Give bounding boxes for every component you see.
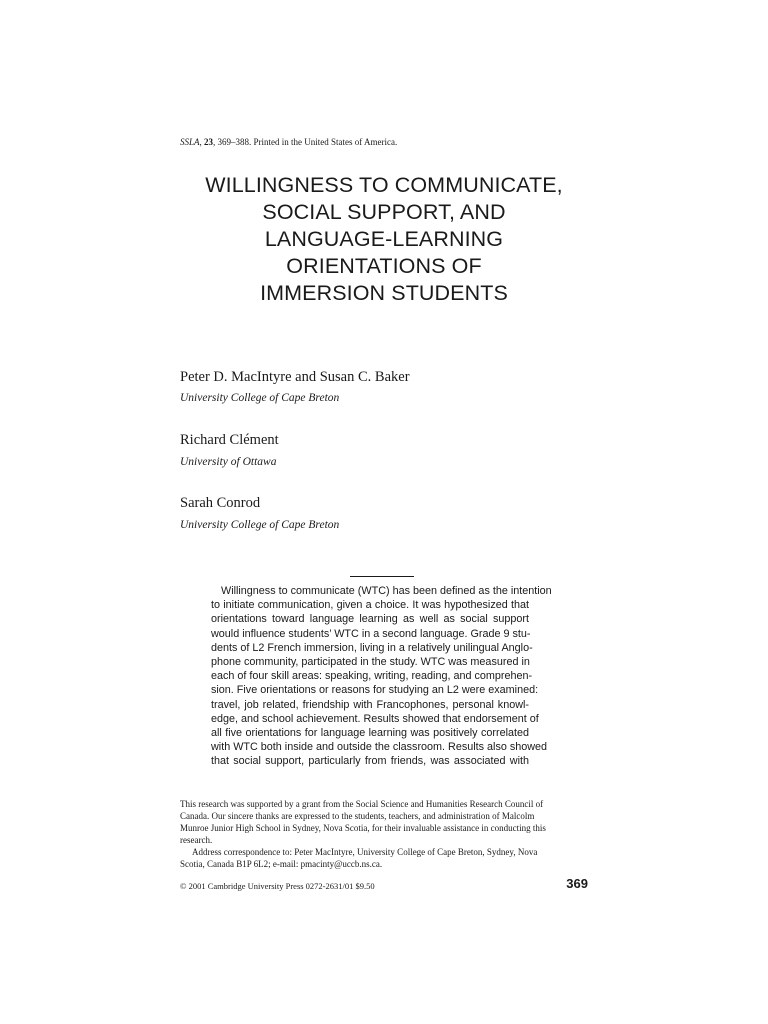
citation-separator: ,: [199, 137, 205, 147]
abstract-line: sion. Five orientations or reasons for studying an L2 were examined:: [211, 684, 539, 697]
footnote-line: Address correspondence to: Peter MacIntyre, University College of Cape Breton, Sydney, Nova: [192, 847, 538, 857]
author-affiliation: University of Ottawa: [180, 456, 277, 468]
footnote-line: Canada. Our sincere thanks are expressed to the students, teachers, and administration of Malcolm: [180, 811, 535, 821]
copyright-notice: © 2001 Cambridge University Press 0272-2631/01 $9.50: [180, 881, 375, 891]
author-name: Richard Clément: [180, 432, 279, 448]
footnote-line: Scotia, Canada B1P 6L2; e-mail: pmacinty@uccb.ns.ca.: [180, 859, 383, 869]
footnote-line: research.: [180, 835, 213, 845]
abstract-line: orientations toward language learning as well as social support: [211, 613, 529, 626]
acknowledgment-footnote: [180, 798, 588, 870]
title-line: IMMERSION STUDENTS: [260, 281, 508, 305]
abstract-line: each of four skill areas: speaking, writing, reading, and comprehen-: [211, 670, 533, 683]
author-name: Sarah Conrod: [180, 495, 261, 511]
abstract-line: travel, job related, friendship with Francophones, personal knowl-: [211, 698, 529, 711]
abstract-line: edge, and school achievement. Results showed that endorsement of: [211, 712, 539, 725]
journal-volume: 23: [204, 137, 214, 147]
abstract-line: that social support, particularly from friends, was associated with: [211, 755, 529, 768]
abstract-line: would influence students’ WTC in a second language. Grade 9 stu-: [211, 627, 531, 640]
footnote-line: Munroe Junior High School in Sydney, Nova Scotia, for their invaluable assistance in conducting this: [180, 823, 546, 833]
citation-rest: , 369–388. Printed in the United States of America.: [213, 137, 398, 147]
journal-citation: [180, 137, 397, 148]
title-line: WILLINGNESS TO COMMUNICATE,: [205, 173, 563, 197]
abstract: [211, 584, 552, 769]
author-name: Peter D. MacIntyre and Susan C. Baker: [180, 369, 410, 385]
abstract-line: dents of L2 French immersion, living in a relatively unilingual Anglo-: [211, 641, 533, 654]
footnote-line: This research was supported by a grant from the Social Science and Humanities Research Council of: [180, 799, 544, 809]
page-number: 369: [566, 876, 588, 891]
author-affiliation: University College of Cape Breton: [180, 392, 340, 404]
abstract-line: to initiate communication, given a choice. It was hypothesized that: [211, 599, 529, 612]
abstract-line: Willingness to communicate (WTC) has been defined as the intention: [221, 585, 552, 597]
abstract-line: with WTC both inside and outside the classroom. Results also showed: [211, 741, 548, 754]
title-line: ORIENTATIONS OF: [286, 254, 482, 278]
title-line: SOCIAL SUPPORT, AND: [262, 200, 506, 224]
journal-abbrev: SSLA: [180, 137, 200, 147]
abstract-line: all five orientations for language learning was positively correlated: [211, 727, 529, 740]
author-affiliation: University College of Cape Breton: [180, 519, 340, 531]
article-title: [120, 172, 648, 307]
abstract-line: phone community, participated in the study. WTC was measured in: [211, 656, 530, 669]
title-line: LANGUAGE-LEARNING: [264, 227, 504, 251]
abstract-divider: [350, 576, 414, 577]
